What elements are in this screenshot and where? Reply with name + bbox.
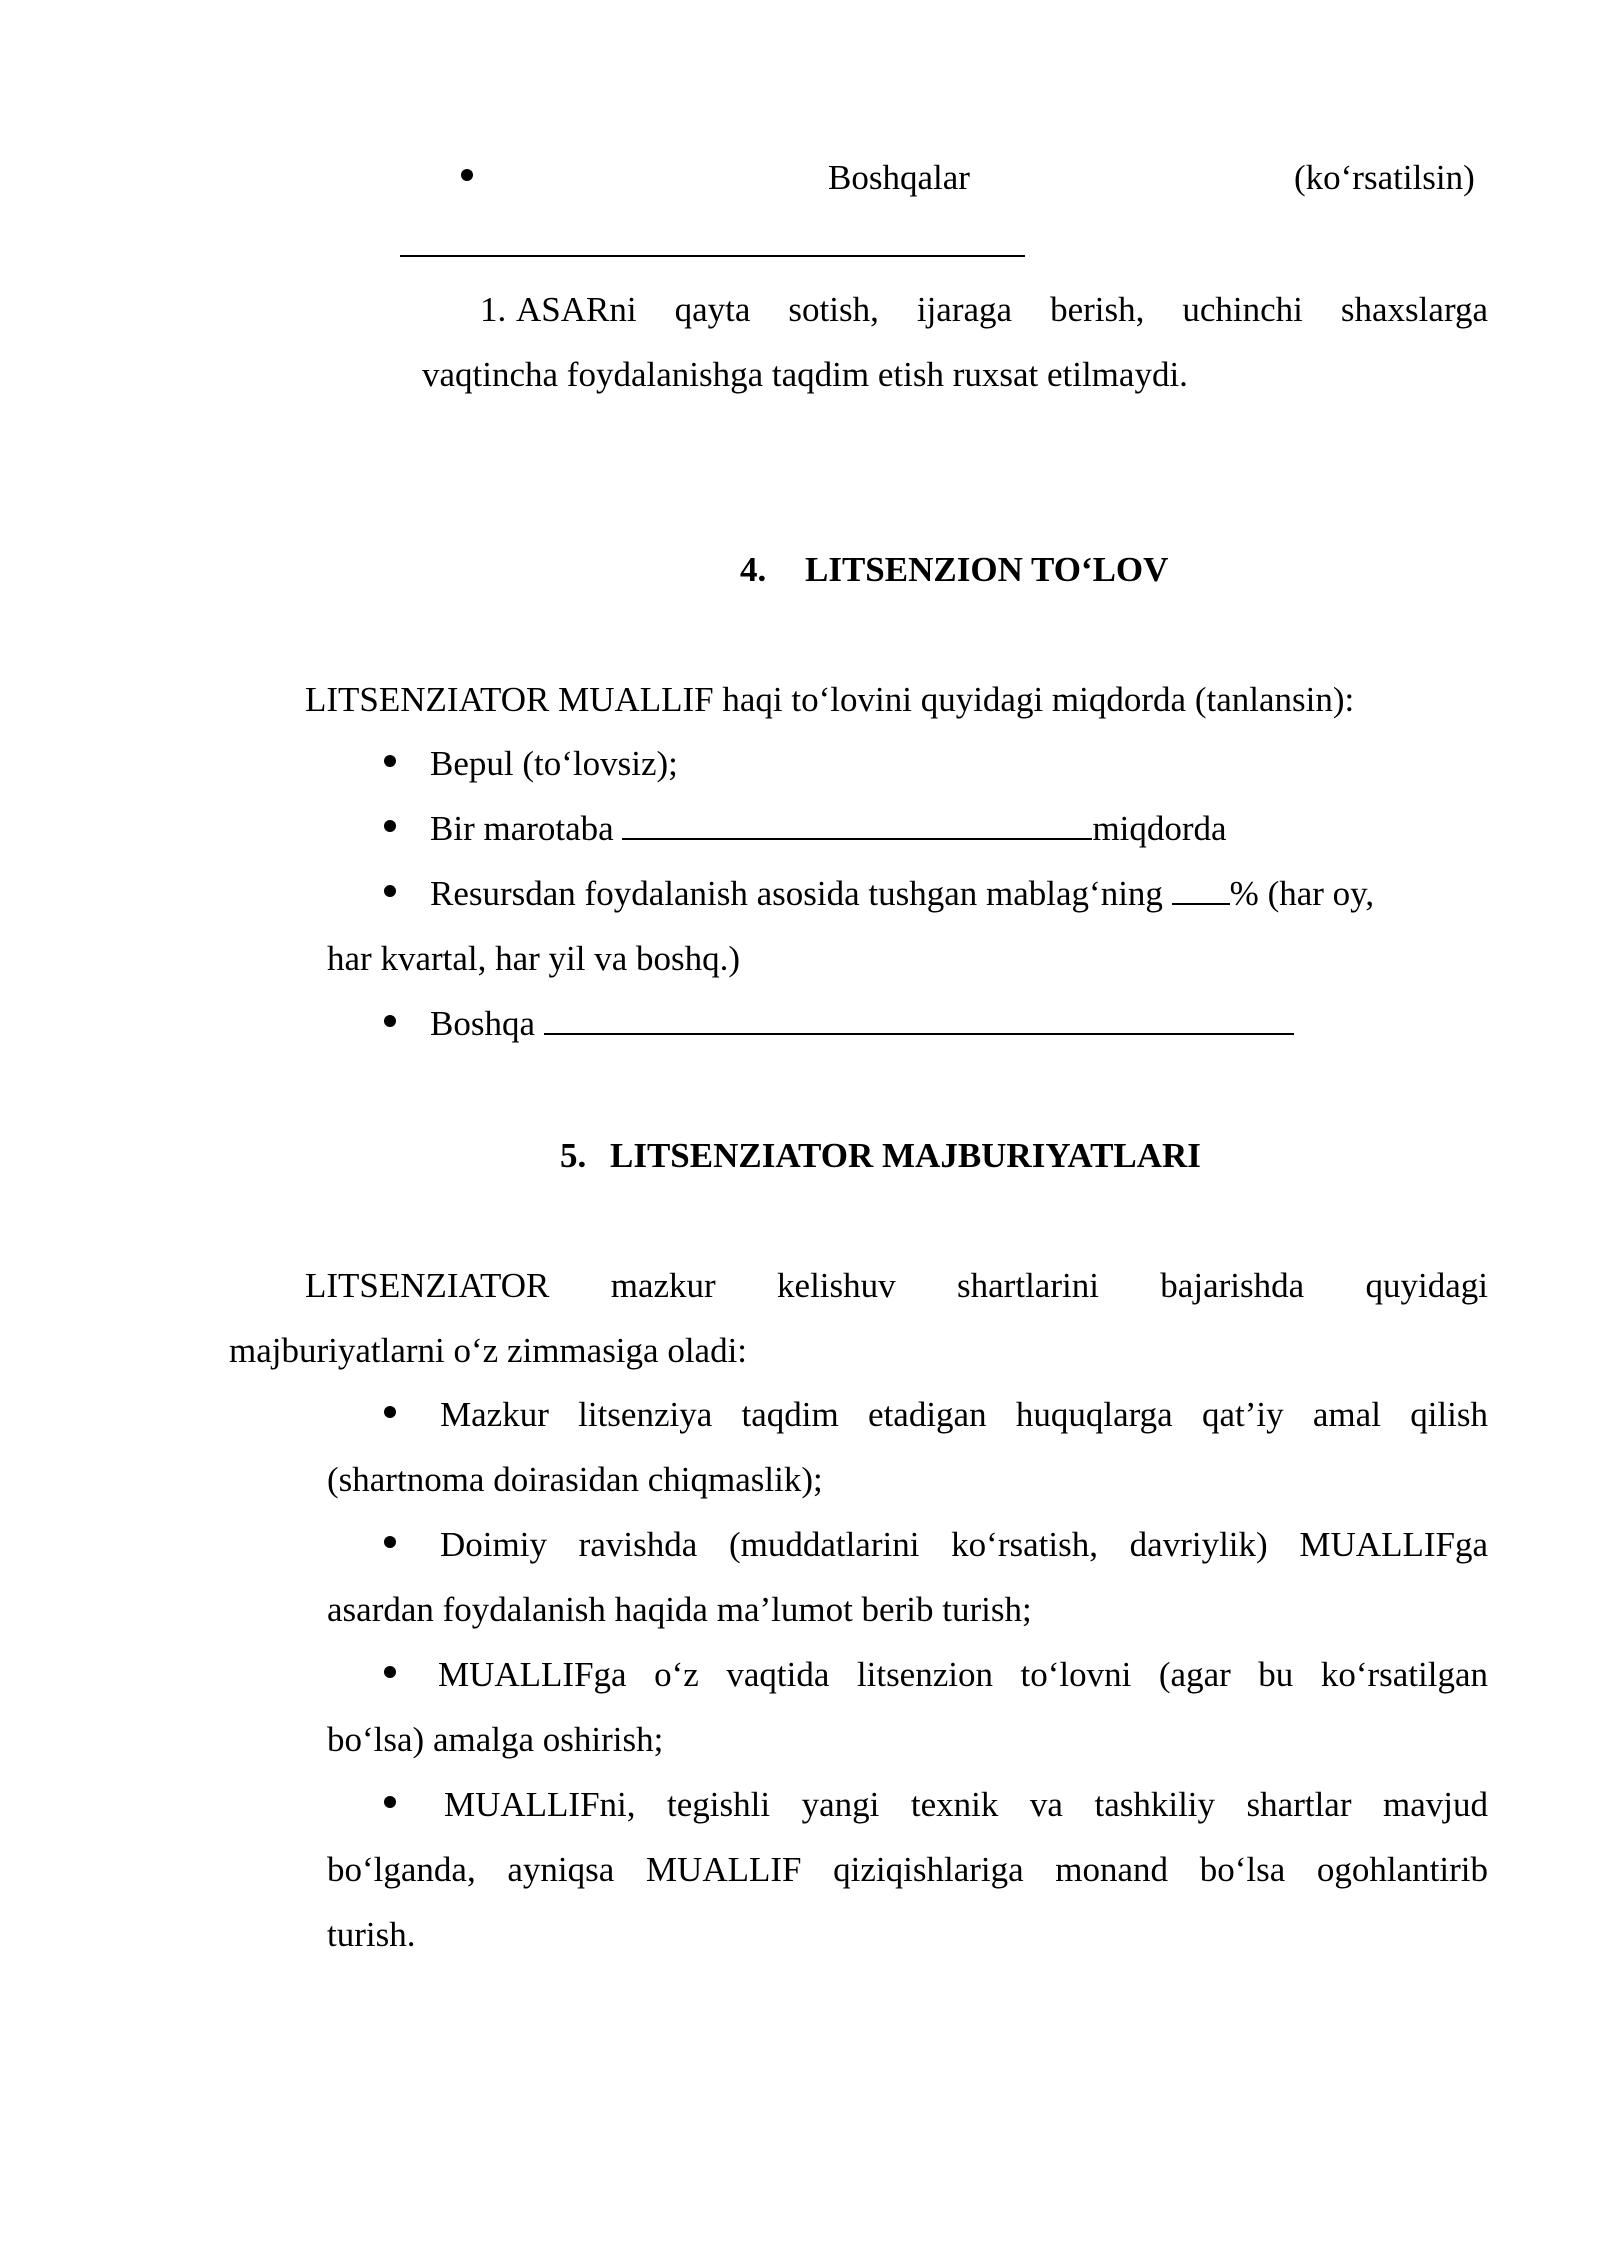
item1-text-line1: ASARni qayta sotish, ijaraga berish, uchinchi shaxslarga bbox=[516, 290, 1488, 329]
other-bullet-label: Boshqalar bbox=[828, 158, 970, 197]
bullet-dot bbox=[384, 1536, 396, 1548]
section-title: LITSENZIATOR MAJBURIYATLARI bbox=[610, 1136, 1201, 1175]
bullet-dot bbox=[461, 169, 473, 181]
section-number: 4. bbox=[740, 550, 767, 589]
obligation2-line1: Doimiy ravishda (muddatlarini ko‘rsatish, davriylik) MUALLIFga bbox=[440, 1525, 1488, 1564]
percent-blank bbox=[1172, 902, 1230, 905]
blank-fill-line bbox=[400, 255, 1025, 257]
bullet-dot bbox=[384, 1406, 396, 1418]
bullet-dot bbox=[384, 1796, 396, 1808]
one-time-suffix: miqdorda bbox=[1092, 809, 1227, 848]
amount-blank bbox=[622, 837, 1092, 840]
obligation3-line2: bo‘lsa) amalga oshirish; bbox=[327, 1720, 664, 1759]
obligation2-line2: asardan foydalanish haqida ma’lumot berib turish; bbox=[327, 1590, 1032, 1629]
percentage-line2: har kvartal, har yil va boshq.) bbox=[327, 939, 741, 978]
other-blank bbox=[544, 1032, 1294, 1035]
one-time-prefix: Bir marotaba bbox=[430, 809, 623, 848]
payment-option-one-time bbox=[430, 811, 1227, 846]
other-prefix: Boshqa bbox=[430, 1004, 544, 1043]
bullet-dot bbox=[384, 885, 396, 897]
percentage-suffix: % (har oy, bbox=[1229, 874, 1375, 913]
other-bullet-hint: (ko‘rsatilsin) bbox=[1294, 158, 1475, 197]
item1-text-line2: vaqtincha foydalanishga taqdim etish ruxsat etilmaydi. bbox=[422, 355, 1188, 394]
obligation1-line1: Mazkur litsenziya taqdim etadigan huquqlarga qat’iy amal qilish bbox=[440, 1395, 1488, 1434]
bullet-dot bbox=[384, 1015, 396, 1027]
percentage-prefix: Resursdan foydalanish asosida tushgan mablag‘ning bbox=[430, 874, 1172, 913]
obligation4-line3: turish. bbox=[327, 1915, 416, 1954]
obligation3-line1: MUALLIFga o‘z vaqtida litsenzion to‘lovni (agar bu ko‘rsatilgan bbox=[438, 1655, 1488, 1694]
payment-option-percentage bbox=[430, 876, 1374, 911]
bullet-dot bbox=[384, 820, 396, 832]
section-number: 5. bbox=[560, 1136, 587, 1175]
item-number: 1. bbox=[480, 290, 507, 329]
payment-option-other bbox=[430, 1006, 1294, 1041]
section4-intro: LITSENZIATOR MUALLIF haqi to‘lovini quyidagi miqdorda (tanlansin): bbox=[305, 680, 1355, 719]
section-title: LITSENZION TO‘LOV bbox=[805, 550, 1169, 589]
section5-intro-line2: majburiyatlarni o‘z zimmasiga oladi: bbox=[229, 1331, 748, 1370]
obligation4-line1: MUALLIFni, tegishli yangi texnik va tashkiliy shartlar mavjud bbox=[444, 1785, 1488, 1824]
payment-option-free: Bepul (to‘lovsiz); bbox=[430, 744, 678, 783]
section5-intro-line1: LITSENZIATOR mazkur kelishuv shartlarini bajarishda quyidagi bbox=[305, 1266, 1488, 1305]
obligation1-line2: (shartnoma doirasidan chiqmaslik); bbox=[327, 1460, 823, 1499]
bullet-dot bbox=[384, 755, 396, 767]
obligation4-line2: bo‘lganda, ayniqsa MUALLIF qiziqishlariga monand bo‘lsa ogohlantirib bbox=[327, 1850, 1488, 1889]
bullet-dot bbox=[384, 1666, 396, 1678]
